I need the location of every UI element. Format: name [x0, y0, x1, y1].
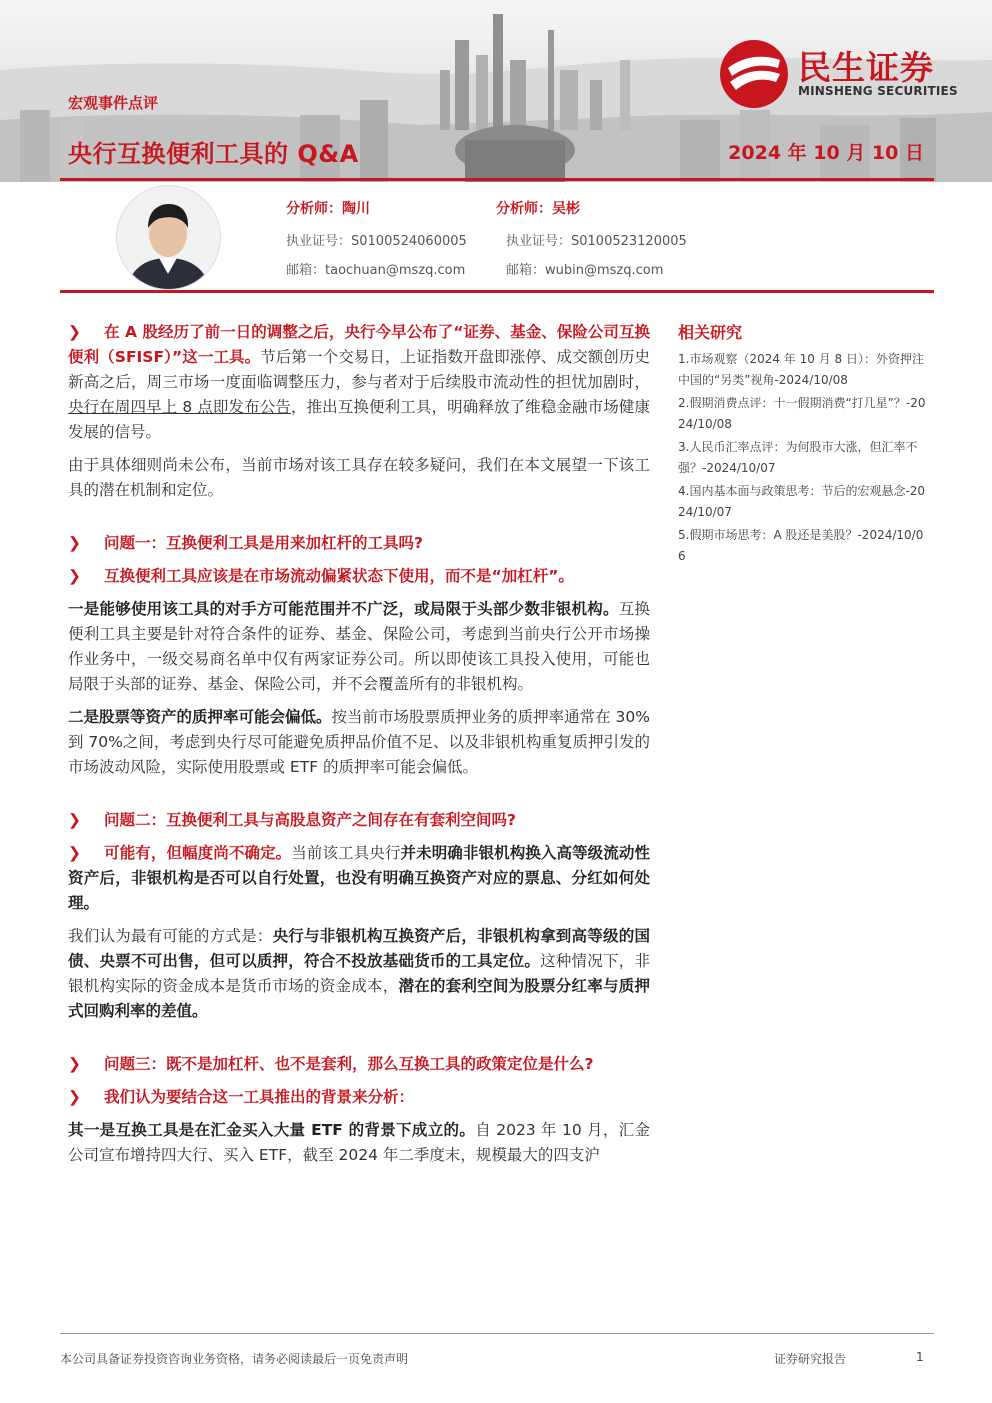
analyst-divider: [60, 290, 934, 293]
question-2: ❯ 问题二：互换便利工具与高股息资产之间存在有套利空间吗?: [68, 808, 650, 833]
analyst-email[interactable]: 邮箱：wubin@mszq.com: [506, 263, 664, 278]
intro-paragraph: 由于具体细则尚未公布，当前市场对该工具存在较多疑问，我们在本文展望一下该工具的潜在机制和定位。: [68, 456, 650, 499]
footer-report-type: 证券研究报告: [774, 1352, 847, 1366]
answer-2-headline: ❯ 可能有，但幅度尚不确定。当前该工具央行并未明确非银机构换入高等级流动性资产后，非银机构是否可以自行处置，也没有明确互换资产对应的票息、分红如何处理。: [68, 841, 650, 916]
related-research-item[interactable]: 3.人民币汇率点评：为何股市大涨，但汇率不强？-2024/10/07: [678, 440, 918, 475]
logo-name: 民生证券: [798, 48, 934, 87]
minsheng-logo-icon: [718, 38, 790, 110]
report-title: 央行互换便利工具的 Q&A: [68, 140, 359, 168]
answer-1-point-1: 一是能够使用该工具的对手方可能范围并不广泛，或局限于头部少数非银机构。互换便利工具主要是针对符合条件的证券、基金、保险公司，考虑到当前央行公开市场操作业务中，一级交易商名单中仅有两家证券公司。所以即使该工具投入使用，可能也局限于头部的证券、基金、保险公司，并不会覆盖所有的非银机构。: [68, 600, 650, 693]
analyst-name: 分析师：吴彬: [496, 201, 580, 217]
analyst-card-1: [286, 198, 467, 288]
summary-lead: 在 A 股经历了前一日的调整之后，央行今早公布了“证券、基金、保险公司互换便利（SFISF）”这一工具。: [68, 323, 650, 366]
chevron-right-icon: ❯: [68, 844, 81, 862]
answer-3-paragraph: 其一是互换工具是在汇金买入大量 ETF 的背景下成立的。自 2023 年 10 月，汇金公司宣布增持四大行、买入 ETF，截至 2024 年二季度末，规模最大的四支沪: [68, 1121, 650, 1164]
announcement-link[interactable]: 央行在周四早上 8 点即发布公告: [68, 398, 291, 416]
footer-disclaimer: 本公司具备证券投资咨询业务资格，请务必阅读最后一页免责声明: [60, 1352, 409, 1366]
answer-1-headline: ❯ 互换便利工具应该是在市场流动偏紧状态下使用，而不是“加杠杆”。: [68, 564, 650, 589]
logo-english-name: MINSHENG SECURITIES: [798, 84, 958, 98]
analyst-cert-number: 执业证号：S0100524060005: [286, 234, 467, 249]
analyst-portrait-image: [117, 186, 220, 289]
answer-1-point-2: 二是股票等资产的质押率可能会偏低。按当前市场股票质押业务的质押率通常在 30%到 70%之间，考虑到央行尽可能避免质押品价值不足、以及非银机构重复质押引发的市场波动风险，实际使用股票或 ETF 的质押率可能会偏低。: [68, 708, 650, 776]
minsheng-logo: [718, 38, 968, 108]
summary-text-end: ，推出互换便利工具，明确释放了维稳金融市场健康发展的信号。: [68, 398, 650, 441]
question-3: ❯ 问题三：既不是加杠杆、也不是套利，那么互换工具的政策定位是什么?: [68, 1052, 650, 1077]
related-research-item[interactable]: 4.国内基本面与政策思考：节后的宏观悬念-2024/10/07: [678, 484, 926, 519]
summary-text: 节后第一个交易日，上证指数开盘即涨停、成交额创历史新高之后，周三市场一度面临调整压力，参与者对于后续股市流动性的担忧加剧时，: [68, 348, 650, 391]
analyst-avatar: [116, 185, 221, 290]
related-research-sidebar: [678, 320, 930, 569]
related-research-item[interactable]: 2.假期消费点评：十一假期消费“打几星”？-2024/10/08: [678, 396, 926, 431]
main-content: [68, 320, 650, 1168]
answer-2-paragraph: 我们认为最有可能的方式是：央行与非银机构互换资产后，非银机构拿到高等级的国债、央票不可出售，但可以质押，符合不投放基础货币的工具定位。这种情况下，非银机构实际的资金成本是货币市场的资金成本，潜在的套利空间为股票分红率与质押式回购利率的差值。: [68, 927, 650, 1020]
related-research-item[interactable]: 5.假期市场思考：A 股还是美股？-2024/10/06: [678, 528, 924, 563]
report-category: 宏观事件点评: [68, 94, 159, 112]
header-divider: [60, 178, 934, 181]
chevron-right-icon: ❯: [68, 811, 81, 829]
report-date: 2024 年 10 月 10 日: [728, 142, 924, 164]
analyst-email[interactable]: 邮箱：taochuan@mszq.com: [286, 263, 466, 278]
question-1: ❯ 问题一：互换便利工具是用来加杠杆的工具吗?: [68, 531, 650, 556]
chevron-right-icon: ❯: [68, 323, 81, 341]
chevron-right-icon: ❯: [68, 1055, 81, 1073]
analyst-name: 分析师：陶川: [286, 201, 370, 217]
chevron-right-icon: ❯: [68, 1088, 81, 1106]
analyst-card-2: [496, 198, 687, 288]
chevron-right-icon: ❯: [68, 567, 81, 585]
summary-paragraph: [68, 320, 650, 445]
page-number: 1: [916, 1350, 924, 1364]
chevron-right-icon: ❯: [68, 534, 81, 552]
related-research-item[interactable]: 1.市场观察（2024 年 10 月 8 日）：外资押注中国的“另类”视角-2024/10/08: [678, 352, 924, 387]
footer-divider: [60, 1333, 934, 1334]
related-research-title: 相关研究: [678, 323, 743, 342]
answer-3-headline: ❯ 我们认为要结合这一工具推出的背景来分析：: [68, 1085, 650, 1110]
analyst-cert-number: 执业证号：S0100523120005: [506, 234, 687, 249]
